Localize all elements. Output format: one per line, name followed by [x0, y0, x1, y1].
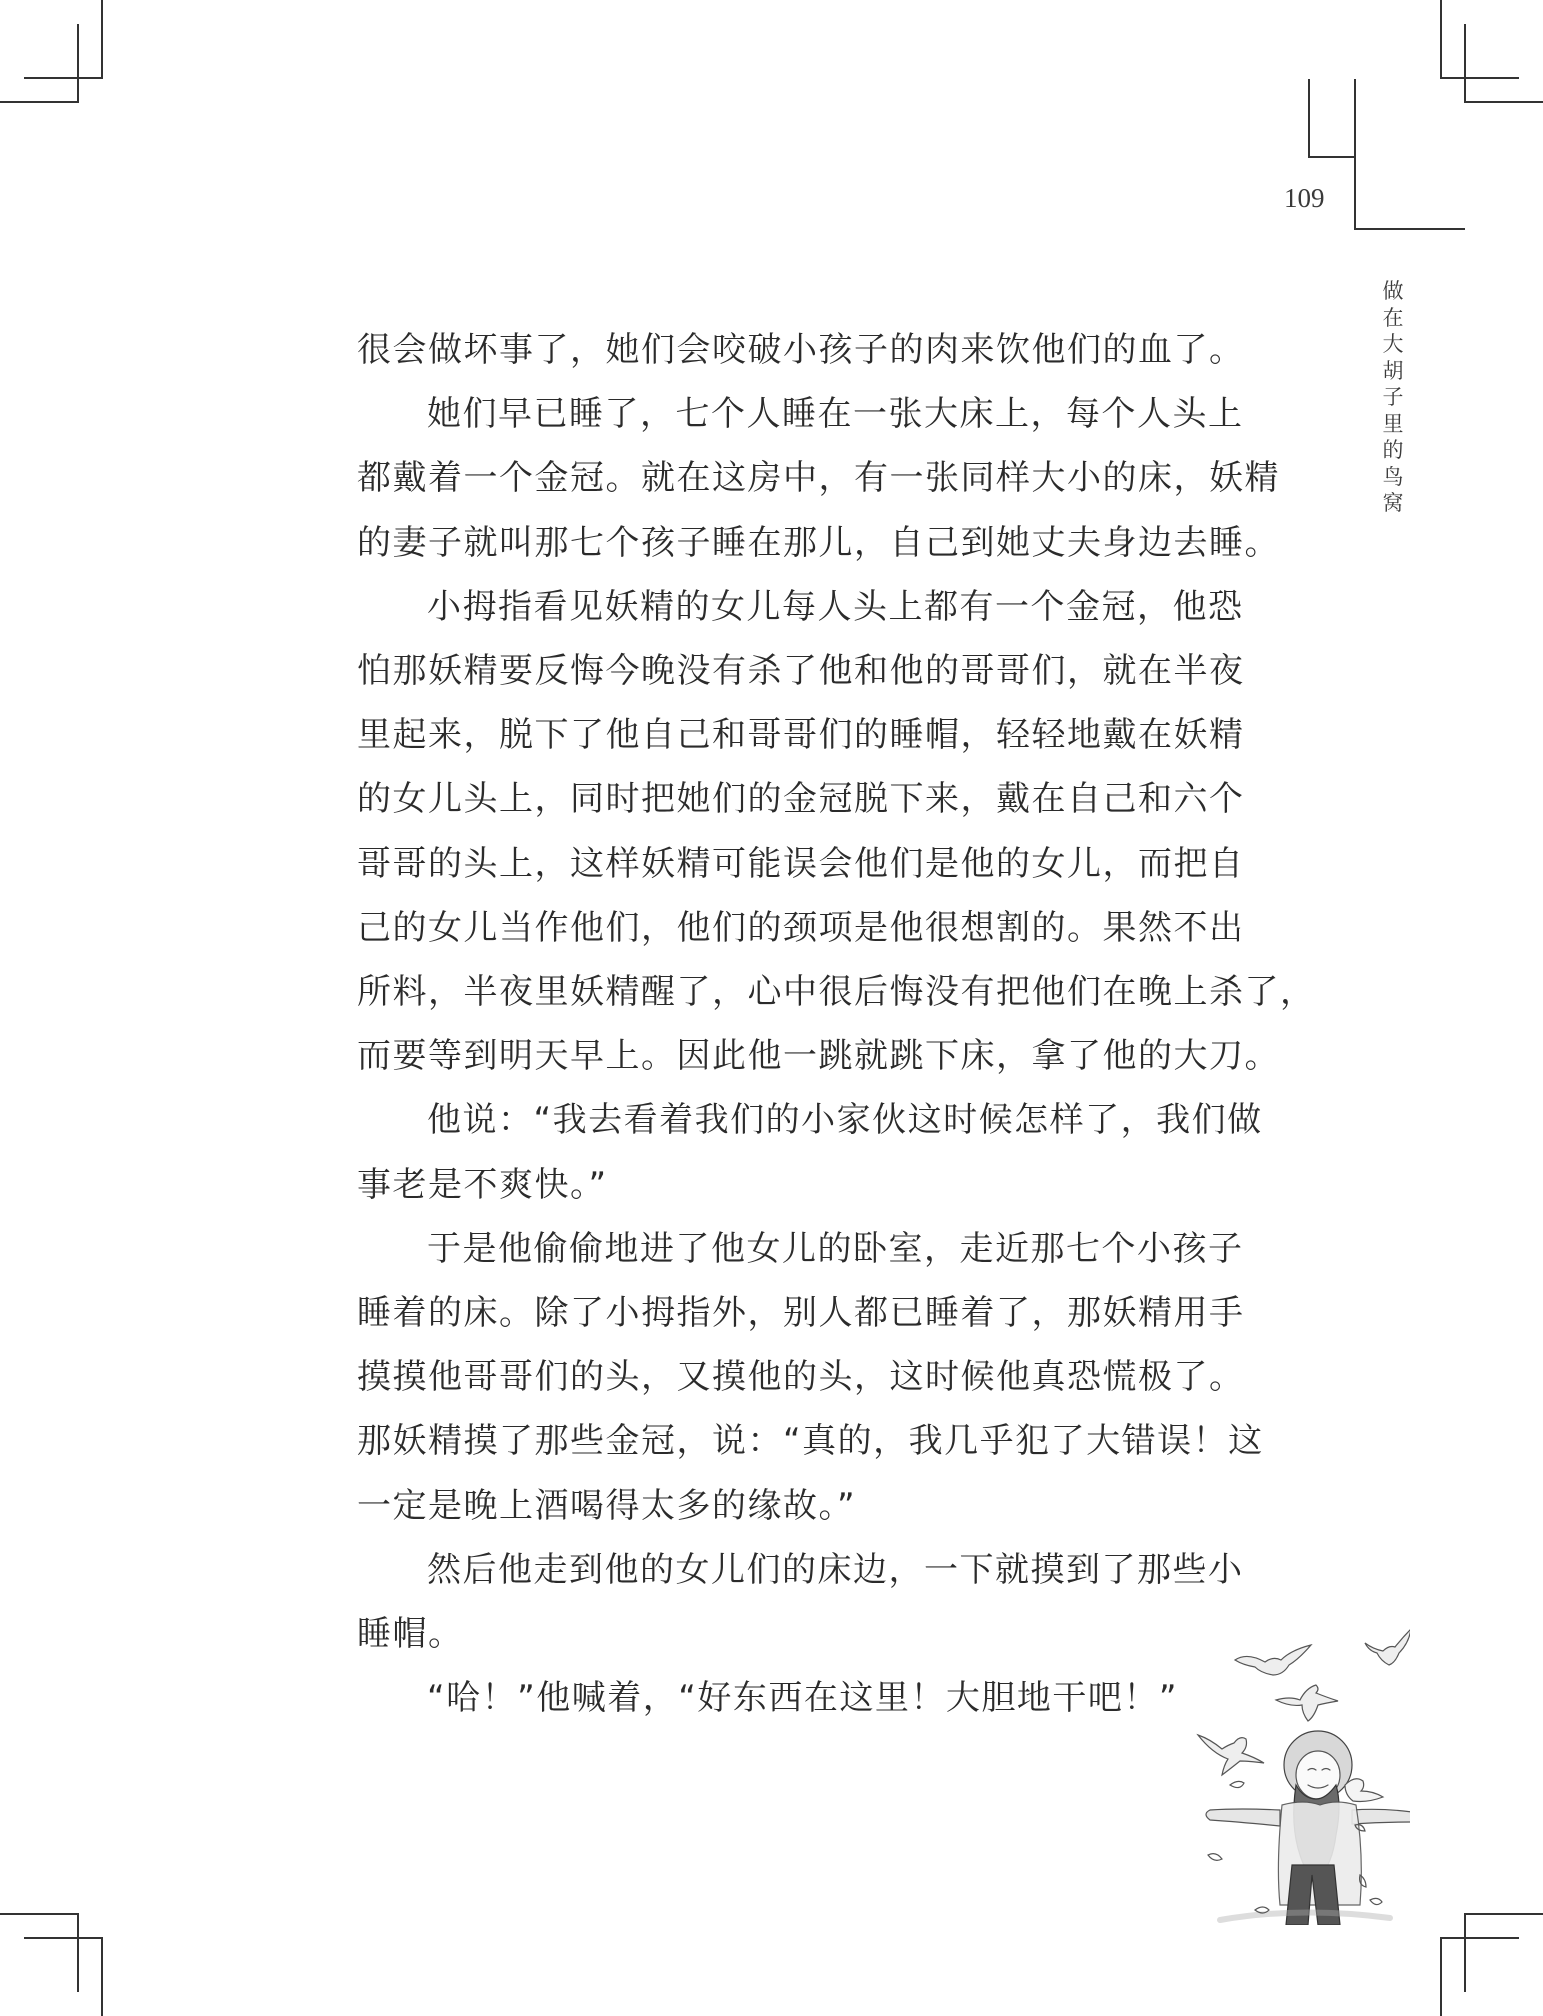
text-line: 而要等到明天早上。因此他一跳就跳下床，拿了他的大刀。 [357, 1036, 1280, 1077]
text-line: 然后他走到他的女儿们的床边，一下就摸到了那些小 [427, 1549, 1244, 1590]
crop-mark [1440, 0, 1442, 79]
bird-icon [1198, 1735, 1264, 1775]
text-line: 己的女儿当作他们，他们的颈项是他很想割的。果然不出 [357, 907, 1245, 948]
crop-mark [0, 1913, 79, 1915]
bird-icon [1365, 1629, 1410, 1665]
crop-mark [101, 0, 103, 79]
crop-mark [77, 24, 79, 103]
page-bracket-line [1308, 156, 1355, 158]
text-line: 的女儿头上，同时把她们的金冠脱下来，戴在自己和六个 [357, 779, 1245, 820]
running-title-char: 鸟 [1382, 464, 1404, 489]
text-line: 怕那妖精要反悔今晚没有杀了他和他的哥哥们，就在半夜 [357, 651, 1245, 692]
running-title-char: 胡 [1382, 358, 1404, 383]
arms [1206, 1809, 1280, 1826]
text-line: 一定是晚上酒喝得太多的缘故。” [357, 1485, 857, 1526]
crop-mark [1440, 1937, 1519, 1939]
text-line: 事老是不爽快。” [357, 1164, 608, 1205]
crop-mark [1464, 101, 1543, 103]
man-head [1284, 1731, 1352, 1799]
running-title-char: 在 [1382, 305, 1404, 330]
running-title-char: 的 [1382, 438, 1404, 462]
running-title-char: 大 [1382, 332, 1404, 356]
bird-icon [1276, 1685, 1338, 1721]
text-line: 所料，半夜里妖精醒了，心中很后悔没有把他们在晚上杀了， [357, 972, 1316, 1013]
text-line: 都戴着一个金冠。就在这房中，有一张同样大小的床，妖精 [357, 458, 1280, 499]
crop-mark [0, 101, 79, 103]
text-line: 小拇指看见妖精的女儿每人头上都有一个金冠，他恐 [427, 586, 1244, 627]
page-number: 109 [1284, 183, 1325, 213]
crop-mark [1440, 1937, 1442, 2016]
paragraph [357, 1666, 1213, 1730]
crop-mark [24, 77, 103, 79]
paragraph [357, 1088, 1263, 1216]
text-line: 里起来，脱下了他自己和哥哥们的睡帽，轻轻地戴在妖精 [357, 715, 1245, 756]
page-bracket-line [1354, 228, 1465, 230]
text-line: 摸摸他哥哥们的头，又摸他的头，这时候他真恐慌极了。 [357, 1357, 1245, 1398]
body-text [357, 318, 1316, 1730]
running-title-char: 做 [1382, 279, 1404, 303]
paragraph [357, 1217, 1264, 1538]
text-line: 的妻子就叫那七个孩子睡在那儿，自己到她丈夫身边去睡。 [357, 522, 1280, 563]
text-line: 那妖精摸了那些金冠，说：“真的，我几乎犯了大错误！这 [357, 1421, 1264, 1462]
crop-mark [1464, 1913, 1466, 1992]
page-bracket-line [1354, 79, 1356, 230]
paragraph [357, 1538, 1244, 1666]
crop-mark [101, 1937, 103, 2016]
crop-mark [77, 1913, 79, 1992]
crop-mark [1440, 77, 1519, 79]
text-line: 睡着的床。除了小拇指外，别人都已睡着了，那妖精用手 [357, 1293, 1245, 1334]
running-title-char: 窝 [1382, 491, 1404, 515]
crop-mark [1464, 24, 1466, 103]
text-line: 很会做坏事了，她们会咬破小孩子的肉来饮他们的血了。 [357, 330, 1245, 370]
leaf-icon [1230, 1781, 1244, 1787]
text-line: 她们早已睡了，七个人睡在一张大床上，每个人头上 [427, 394, 1244, 435]
running-title-char: 子 [1382, 385, 1404, 409]
crop-mark [24, 1937, 103, 1939]
crop-mark [1464, 1913, 1543, 1915]
text-line: “哈！”他喊着，“好东西在这里！大胆地干吧！” [427, 1678, 1178, 1719]
paragraph [357, 575, 1316, 1089]
bearded-man-illustration [1180, 1605, 1410, 1925]
text-line: 睡帽。 [357, 1614, 464, 1655]
paragraph [357, 318, 1245, 382]
running-title [1378, 278, 1408, 517]
paragraph [357, 382, 1280, 575]
page-bracket-line [1308, 79, 1310, 158]
leaf-icon [1370, 1898, 1382, 1904]
bird-icon [1345, 1779, 1383, 1802]
leaf-icon [1208, 1854, 1222, 1861]
text-line: 于是他偷偷地进了他女儿的卧室，走近那七个小孩子 [427, 1228, 1244, 1269]
text-line: 他说：“我去看着我们的小家伙这时候怎样了，我们做 [427, 1100, 1263, 1141]
bird-icon [1235, 1645, 1311, 1675]
text-line: 哥哥的头上，这样妖精可能误会他们是他的女儿，而把自 [357, 843, 1245, 884]
running-title-char: 里 [1382, 411, 1404, 436]
